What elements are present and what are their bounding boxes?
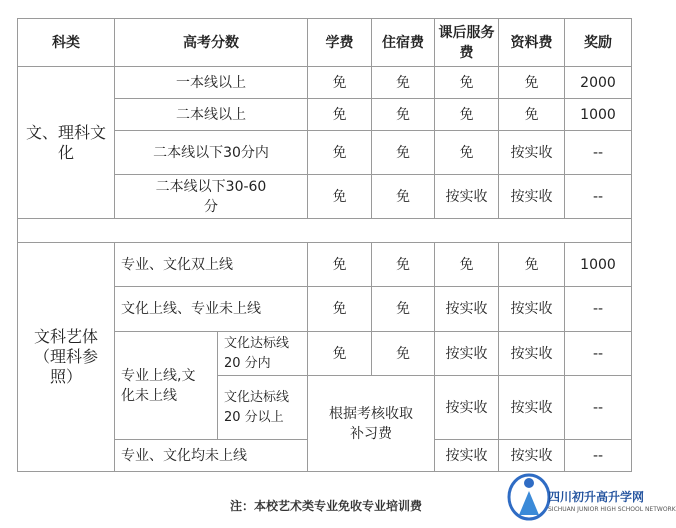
score-cell: 文化上线、专业未上线 [115,287,308,332]
footnote: 注：本校艺术类专业免收专业培训费 [229,499,422,513]
group-art: 文科艺体（理科参照） [18,243,115,472]
xuefei-cell: 免 [308,243,372,287]
jiangli-cell: -- [565,332,632,376]
ziliao-cell: 按实收 [499,131,565,175]
ziliao-cell: 按实收 [499,332,565,376]
header-jiangli: 奖励 [565,19,632,67]
jiangli-cell: 1000 [565,99,632,131]
kehou-cell: 免 [435,67,499,99]
jiangli-cell: 2000 [565,67,632,99]
zhusu-cell: 免 [372,131,435,175]
header-kehou: 课后服务费 [435,19,499,67]
header-score: 高考分数 [115,19,308,67]
score-cell: 一本线以上 [115,67,308,99]
xuefei-cell: 免 [308,131,372,175]
ziliao-cell: 按实收 [499,175,565,219]
art-sub-group: 专业上线,文化未上线 [115,332,218,440]
jiangli-cell: -- [565,440,632,472]
xuefei-cell: 免 [308,175,372,219]
xuefei-cell: 免 [308,332,372,376]
ziliao-cell: 免 [499,67,565,99]
kehou-cell: 免 [435,99,499,131]
zhusu-cell: 免 [372,332,435,376]
score-cell: 二本线以上 [115,99,308,131]
jiangli-cell: 1000 [565,243,632,287]
zhusu-cell: 免 [372,99,435,131]
kehou-cell: 按实收 [435,332,499,376]
table-row [18,243,632,287]
score-cell: 专业、文化均未上线 [115,440,308,472]
score-cell: 文化达标线 20 分以上 [218,376,308,440]
group-wenli: 文、理科文化 [18,67,115,219]
jiangli-cell: -- [565,287,632,332]
zhusu-cell: 免 [372,175,435,219]
zhusu-cell: 免 [372,287,435,332]
xuefei-cell: 免 [308,99,372,131]
kehou-cell: 免 [435,243,499,287]
zhusu-cell: 免 [372,243,435,287]
header-zhusu: 住宿费 [372,19,435,67]
score-cell: 二本线以下30-60分 [115,175,308,219]
watermark-subtitle: SICHUAN JUNIOR HIGH SCHOOL NETWORK [548,506,676,513]
ziliao-cell: 按实收 [499,287,565,332]
header-kelei: 科类 [18,19,115,67]
header-row [18,19,632,67]
ziliao-cell: 按实收 [499,440,565,472]
spacer-row [18,219,632,243]
zhusu-cell: 免 [372,67,435,99]
score-cell: 文化达标线 20 分内 [218,332,308,376]
ziliao-cell: 免 [499,99,565,131]
watermark-title: 四川初升高升学网 [548,490,645,504]
xuefei-cell: 免 [308,287,372,332]
merged-fee-note: 根据考核收取补习费 [308,376,435,472]
table-row [18,67,632,99]
kehou-cell: 按实收 [435,287,499,332]
kehou-cell: 按实收 [435,175,499,219]
jiangli-cell: -- [565,376,632,440]
score-cell: 专业、文化双上线 [115,243,308,287]
header-ziliao: 资料费 [499,19,565,67]
jiangli-cell: -- [565,175,632,219]
jiangli-cell: -- [565,131,632,175]
kehou-cell: 按实收 [435,376,499,440]
ziliao-cell: 免 [499,243,565,287]
fee-table [17,18,632,472]
ziliao-cell: 按实收 [499,376,565,440]
kehou-cell: 免 [435,131,499,175]
kehou-cell: 按实收 [435,440,499,472]
score-cell: 二本线以下30分内 [115,131,308,175]
header-xuefei: 学费 [308,19,372,67]
xuefei-cell: 免 [308,67,372,99]
